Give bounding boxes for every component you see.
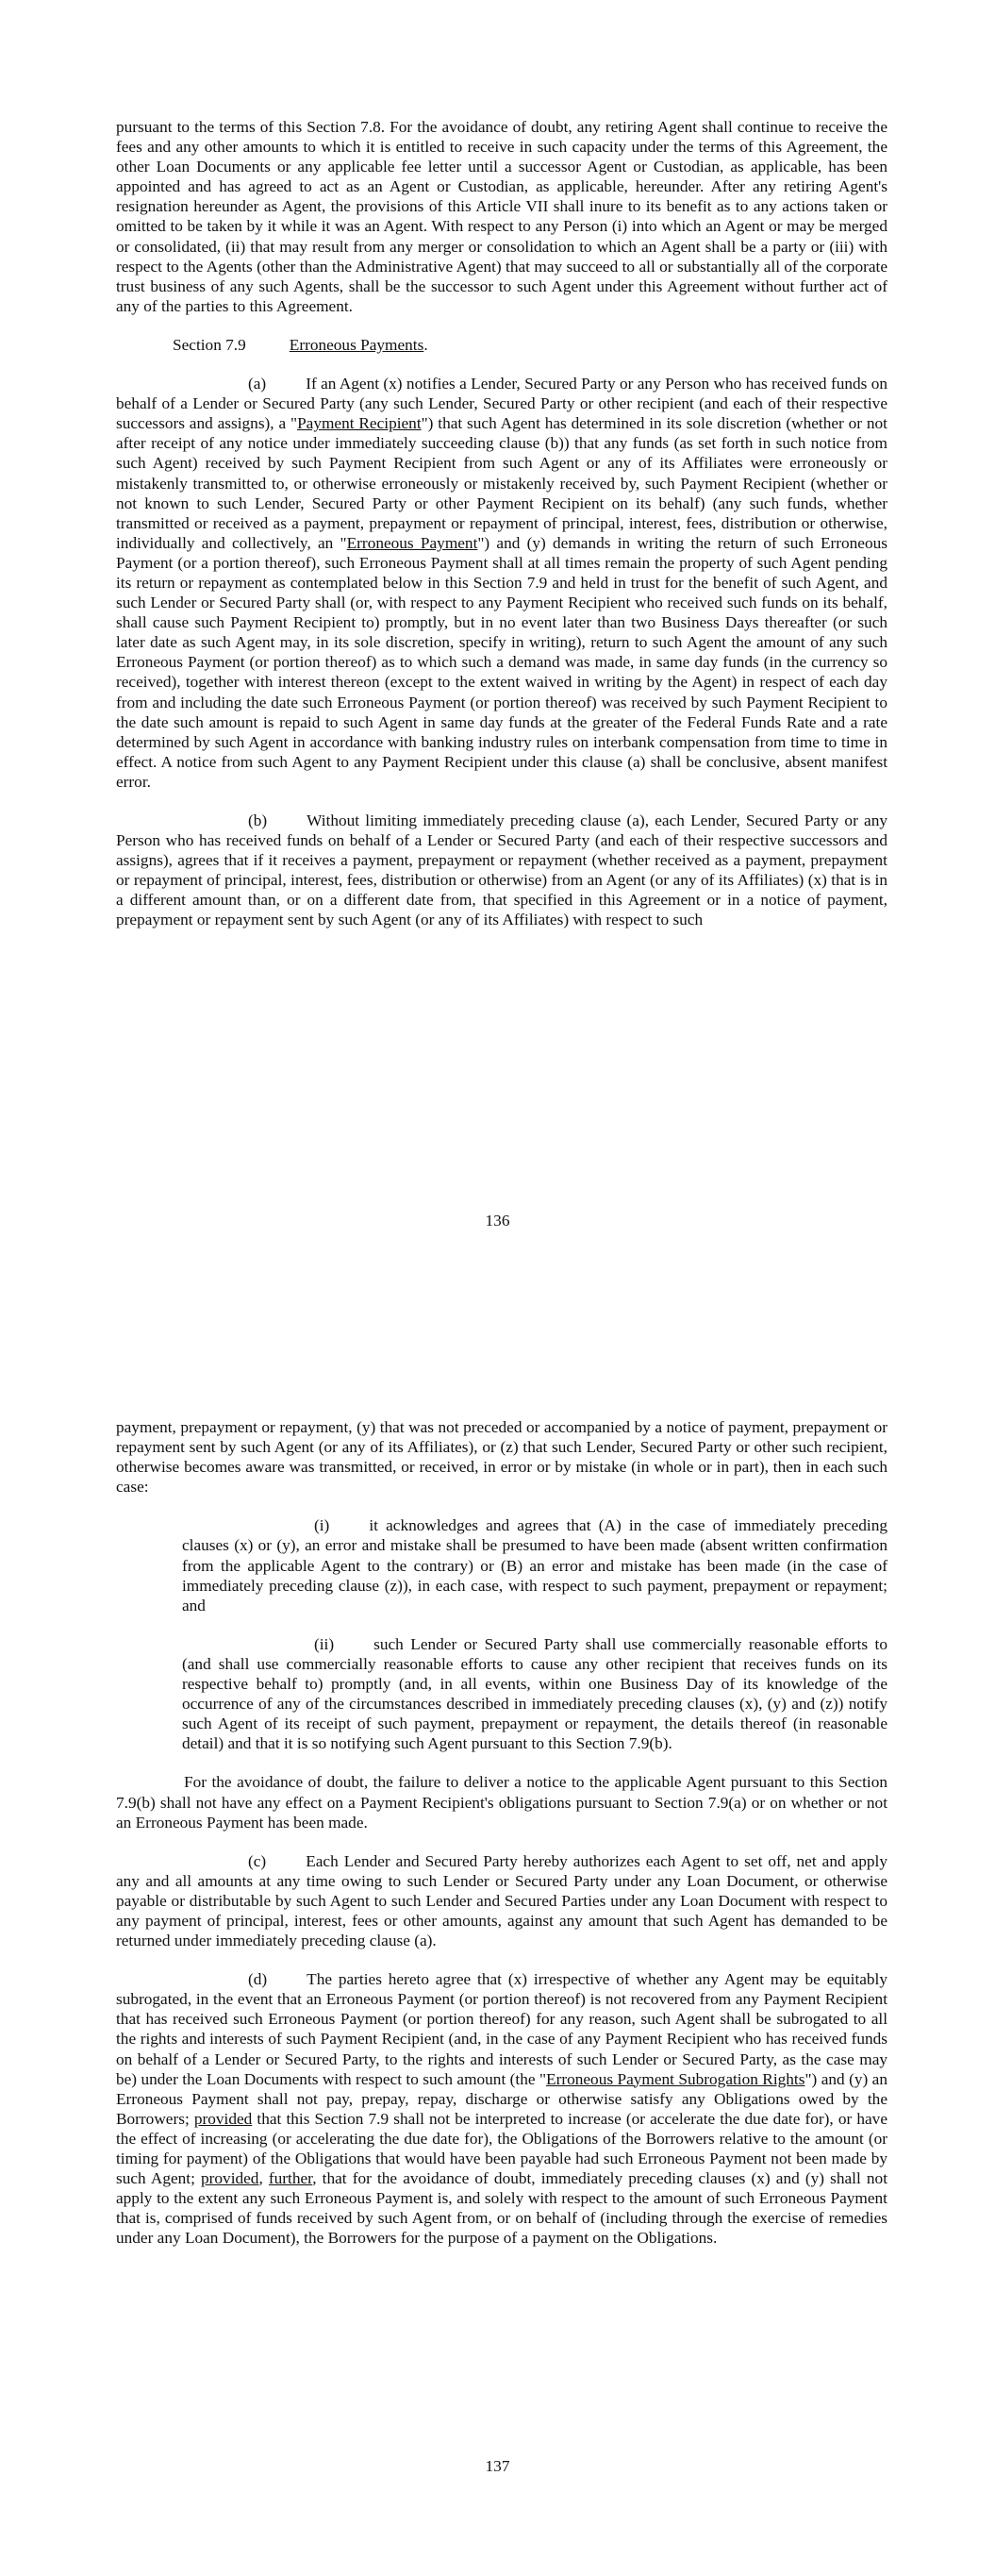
clause-d-text-4: , that for the avoidance of doubt, immediately preceding clauses (x) and (y) shall not apply to the extent any such Erroneous Payment is, and solely with respect to the amount of such Erroneous Payment that is, comprised of funds received by such Agent from, or on behalf of (including through the exercise of remedies under any Loan Document), the Borrowers for the purpose of a payment on the Obligations. — [116, 2169, 887, 2248]
clause-d-paragraph — [116, 1969, 887, 2248]
subclause-i-text: it acknowledges and agrees that (A) in the case of immediately preceding clauses (x) or (y), an error and mistake shall be presumed to have been made (absent written confirmation from the applicable Agent to the contrary) or (B) an error and mistake has been made (in the case of immediately preceding clause (z)), in each case, with respect to such payment, prepayment or repayment; and — [182, 1516, 887, 1614]
page-body — [116, 117, 887, 949]
clause-d-separator: , — [258, 2169, 269, 2188]
subclause-i-paragraph — [182, 1515, 887, 1614]
avoidance-paragraph: For the avoidance of doubt, the failure to deliver a notice to the applicable Agent pursuant to this Section 7.9(b) shall not have any effect on a Payment Recipient's obligations pursuant to Section 7.9(a) or on whether or not an Erroneous Payment has been made. — [116, 1773, 887, 1832]
section-heading — [116, 335, 887, 355]
page-number: 137 — [485, 2457, 510, 2475]
subclause-ii-label: (ii) — [314, 1634, 335, 1653]
clause-c-text: Each Lender and Secured Party hereby authorizes each Agent to set off, net and apply any and all amounts at any time owing to such Lender or Secured Party under any Loan Document, or otherwise payable or distributable by such Agent to such Lender and Secured Parties under any Loan Document with respect to any payment of principal, interest, fees or other amounts, against any amount that such Agent has demanded to be returned under immediately preceding clause (a). — [116, 1851, 887, 1950]
provided-term: provided — [193, 2109, 253, 2128]
intro-paragraph: pursuant to the terms of this Section 7.8. For the avoidance of doubt, any retiring Agent shall continue to receive the fees and any other amounts to which it is entitled to receive in such capacity under the terms of this Agreement, the other Loan Documents or any applicable fee letter until a successor Agent or Custodian, as applicable, has been appointed and has agreed to act as an Agent or Custodian, as applicable, hereunder. After any retiring Agent's resignation hereunder as Agent, the provisions of this Article VII shall inure to its benefit as to any actions taken or omitted to be taken by it while it was an Agent. With respect to any Person (i) into which an Agent or may be merged or consolidated, (ii) that may result from any merger or consolidation to which an Agent shall be a party or (iii) with respect to the Agents (other than the Administrative Agent) that may succeed to all or substantially all of the corporate trust business of any such Agents, shall be the successor to such Agent under this Agreement without further act of any of the parties to this Agreement. — [116, 118, 887, 315]
clause-b-text: Without limiting immediately preceding clause (a), each Lender, Secured Party or any Person who has received funds on behalf of a Lender or Secured Party (and each of their respective successors and assigns), agrees that if it receives a payment, prepayment or repayment (whether received as a payment, prepayment or repayment of principal, interest, fees, distribution or otherwise) from an Agent (or any of its Affiliates) (x) that is in a different amount than, or on a different date from, that specified in this Agreement or in a notice of payment, prepayment or repayment sent by such Agent (or any of its Affiliates) with respect to such — [116, 811, 887, 929]
section-title: Erroneous Payments — [289, 335, 424, 354]
defined-term-erroneous-payment: Erroneous Payment — [346, 533, 478, 552]
clause-a-paragraph — [116, 374, 887, 792]
clause-a-label: (a) — [248, 375, 267, 393]
document-page-137 — [0, 1283, 995, 2576]
clause-c-paragraph — [116, 1851, 887, 1950]
further-term: further — [268, 2169, 313, 2188]
section-title-period: . — [423, 335, 428, 354]
subclause-ii-text: such Lender or Secured Party shall use commercially reasonable efforts to (and shall use commercially reasonable efforts to cause any other recipient that receives funds on its respective behalf to) promptly (and, in all events, within one Business Day of its knowledge of the occurrence of any of the circumstances described in immediately preceding clauses (x), (y) and (z)) notify such Agent of its receipt of such payment, prepayment or repayment, the details thereof (in reasonable detail) and that it is so notifying such Agent pursuant to this Section 7.9(b). — [182, 1634, 887, 1753]
clause-d-text-3: that this Section 7.9 shall not be interpreted to increase (or accelerate the due date for), or have the effect of increasing (or accelerating the due date for), the Obligations of the Borrowers relative to the amount (or timing for payment) of the Obligations that would have been payable had such Erroneous Payment not been made by such Agent; — [116, 2109, 887, 2188]
clause-b-paragraph — [116, 811, 887, 930]
clause-a-text-1: If an Agent (x) notifies a Lender, Secured Party or any Person who has received funds on behalf of a Lender or Secured Party (any such Lender, Secured Party or other recipient (and each of their respective successors and assigns), a " — [116, 375, 887, 433]
clause-c-label: (c) — [248, 1851, 267, 1870]
section-number: Section 7.9 — [173, 335, 246, 354]
clause-b-label: (b) — [248, 811, 268, 829]
page-body — [116, 1417, 887, 2267]
clause-d-text-2: ") and (y) an Erroneous Payment shall not pay, prepay, repay, discharge or otherwise satisfy any Obligations owed by the Borrowers; — [116, 2069, 887, 2128]
clause-d-label: (d) — [248, 1970, 268, 1989]
document-page-136 — [0, 0, 995, 1283]
defined-term-payment-recipient: Payment Recipient — [297, 414, 422, 433]
clause-a-text-2: ") that such Agent has determined in its sole discretion (whether or not after receipt of any notice under immediately succeeding clause (b)) that any funds (as set forth in such notice from such Agent) received by such Payment Recipient from such Agent or any of its Affiliates were erroneously or mistakenly transmitted to, or otherwise erroneously or mistakenly received by, such Payment Recipient (whether or not known to such Lender, Secured Party or other Payment Recipient on its behalf) (any such funds, whether transmitted or received as a payment, prepayment or repayment of principal, interest, fees, distribution or otherwise, individually and collectively, an " — [116, 414, 887, 552]
page-number: 136 — [485, 1212, 510, 1229]
clause-d-text-1: The parties hereto agree that (x) irrespective of whether any Agent may be equitably subrogated, in the event that an Erroneous Payment (or portion thereof) is not recovered from any Payment Recipient that has received such Erroneous Payment (or portion thereof) for any reason, such Agent shall be subrogated to all the rights and interests of such Payment Recipient (and, in the case of any Payment Recipient who has received funds on behalf of a Lender or Secured Party, to the rights and interests of such Lender or Secured Party, as the case may be) under the Loan Documents with respect to such amount (the " — [116, 1970, 887, 2088]
provided-term-2: provided — [201, 2169, 259, 2188]
defined-term-subrogation-rights: Erroneous Payment Subrogation Rights — [546, 2069, 805, 2088]
clause-b-continuation: payment, prepayment or repayment, (y) that was not preceded or accompanied by a notice of payment, prepayment or repayment sent by such Agent (or any of its Affiliates), or (z) that such Lender, Secured Party or other such recipient, otherwise becomes aware was transmitted, or received, in error or by mistake (in whole or in part), then in each such case: — [116, 1418, 887, 1497]
subclause-i-label: (i) — [314, 1516, 330, 1535]
clause-a-text-3: ") and (y) demands in writing the return of such Erroneous Payment (or a portion thereof), such Erroneous Payment shall at all times remain the property of such Agent pending its return or repayment as contemplated below in this Section 7.9 and held in trust for the benefit of such Agent, and such Lender or Secured Party shall (or, with respect to any Payment Recipient who received such funds on its behalf, shall cause such Payment Recipient to) promptly, but in no event later than two Business Days thereafter (or such later date as such Agent may, in its sole discretion, specify in writing), return to such Agent the amount of any such Erroneous Payment (or portion thereof) as to which such a demand was made, in same day funds (in the currency so received), together with interest thereon (except to the extent waived in writing by the Agent) in respect of each day from and including the date such Erroneous Payment (or portion thereof) was received by such Payment Recipient to the date such amount is repaid to such Agent in same day funds at the greater of the Federal Funds Rate and a rate determined by such Agent in accordance with banking industry rules on interbank compensation from time to time in effect. A notice from such Agent to any Payment Recipient under this clause (a) shall be conclusive, absent manifest error. — [116, 533, 887, 791]
subclause-ii-paragraph — [182, 1634, 887, 1754]
